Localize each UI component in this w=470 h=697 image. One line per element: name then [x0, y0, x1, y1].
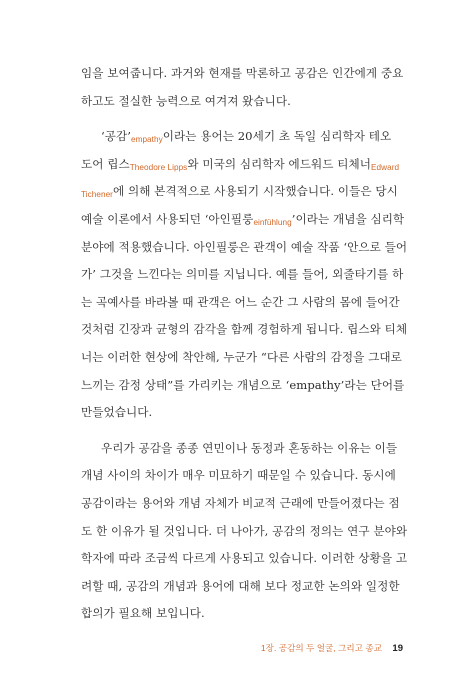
- text-run: 개념 사이의 차이가 매우 미묘하기 때문일 수 있습니다. 동시에: [81, 468, 396, 483]
- body-text: [81, 60, 408, 628]
- text-run: 려할 때, 공감의 개념과 용어에 대해 보다 정교한 논의와 일정한: [81, 578, 400, 593]
- text-line: [81, 178, 399, 206]
- text-run: 는 곡예사를 바라볼 때 관객은 어느 순간 그 사람의 몸에 들어간: [81, 294, 400, 309]
- text-line: [81, 573, 399, 601]
- text-run: 하고도 절실한 능력으로 여겨져 왔습니다.: [81, 93, 291, 108]
- text-line: [81, 518, 408, 546]
- text-run: 학자에 따라 조금씩 다르게 사용되고 있습니다. 이러한 상황을 고: [81, 551, 408, 566]
- original-term: einfühlung: [253, 217, 292, 227]
- paragraph: [81, 60, 404, 115]
- original-term: Tichener: [81, 190, 113, 200]
- running-footer-chapter-title: 1장. 공감의 두 얼굴, 그리고 종교: [260, 643, 383, 653]
- text-run: 가’ 그것을 느낀다는 의미를 지닙니다. 예를 들어, 외줄타기를 하: [81, 267, 404, 282]
- text-line: [81, 261, 404, 289]
- text-run: 우리가 공감을 종종 연민이나 동정과 혼동하는 이유는 이들: [101, 440, 398, 455]
- text-line: [81, 289, 399, 317]
- text-run: 이라는 용어는 20세기 초 독일 심리학자 테오: [162, 129, 392, 144]
- text-line: [81, 234, 408, 262]
- text-run: 너는 이러한 현상에 착안해, 누군가 “다른 사람의 감정을 그대로: [81, 349, 402, 364]
- text-line: [81, 344, 402, 372]
- text-run: 공감이라는 용어와 개념 자체가 비교적 근래에 만들어졌다는 점: [81, 495, 400, 510]
- text-run: ’이라는 개념을 심리학: [291, 211, 405, 226]
- text-run: 예술 이론에서 사용되던 ‘아인필룽: [81, 211, 254, 226]
- paragraph: [81, 435, 408, 628]
- text-line: [81, 372, 405, 400]
- paragraph: [81, 123, 408, 427]
- text-run: 만들었습니다.: [81, 405, 153, 420]
- original-term: empathy: [130, 135, 163, 145]
- text-run: 것처럼 긴장과 균형의 감각을 함께 경험하게 됩니다. 립스와 티체: [81, 322, 408, 337]
- text-run: 에 의해 본격적으로 사용되기 시작했습니다. 이들은 당시: [112, 184, 398, 199]
- text-run: 도 한 이유가 될 것입니다. 더 나아가, 공감의 정의는 연구 분야와: [81, 523, 408, 538]
- text-run: 도어 립스: [81, 156, 130, 171]
- text-run: 합의가 필요해 보입니다.: [81, 606, 205, 621]
- text-line: [81, 399, 399, 427]
- text-line: [81, 490, 399, 518]
- text-run: 임을 보여줍니다. 과거와 현재를 막론하고 공감은 인간에게 중요: [81, 66, 404, 80]
- text-line: [81, 462, 399, 490]
- original-term: Edward: [371, 162, 400, 172]
- page-number: 19: [392, 643, 403, 654]
- text-line: [81, 206, 405, 234]
- text-line: [81, 151, 399, 179]
- original-term: Theodore Lipps: [129, 162, 188, 172]
- text-run: 와 미국의 심리학자 에드워드 티체너: [187, 156, 372, 171]
- text-line: [81, 60, 404, 88]
- text-line: [81, 316, 408, 344]
- text-line: [81, 123, 399, 151]
- text-run: 느끼는 감정 상태”를 가리키는 개념으로 ‘empathy’라는 단어를: [81, 377, 405, 392]
- text-line: [81, 545, 408, 573]
- text-run: 분야에 적용했습니다. 아인필룽은 관객이 예술 작품 ‘안으로 들어: [81, 239, 408, 254]
- page-footer: [261, 642, 403, 654]
- text-line: [81, 600, 399, 628]
- text-line: [81, 435, 399, 463]
- text-line: [81, 88, 399, 116]
- text-run: ‘공감’: [101, 129, 131, 144]
